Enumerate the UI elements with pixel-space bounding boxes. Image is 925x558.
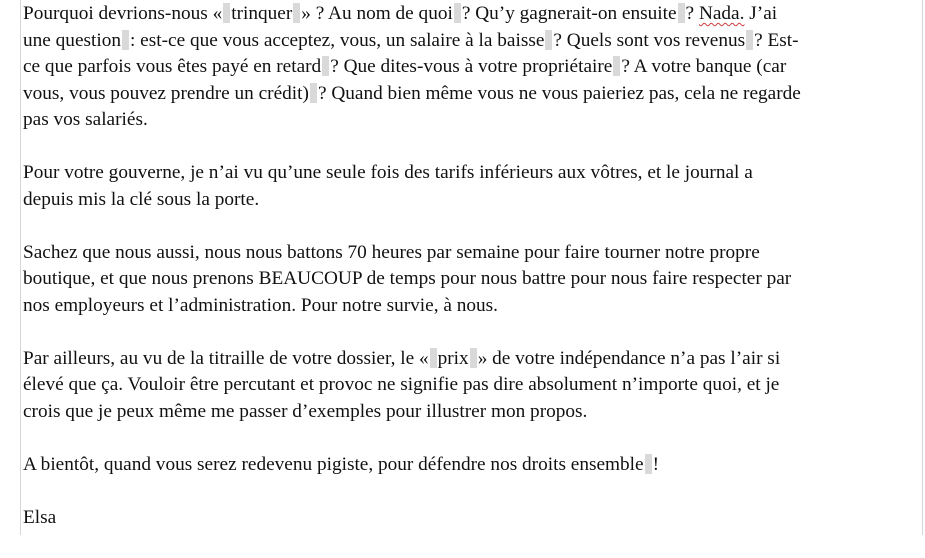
text-line <box>23 28 920 55</box>
nbsp-marker <box>293 3 300 23</box>
spellcheck-flagged-word[interactable]: Nada. <box>698 3 745 24</box>
text-run: ? Quand bien même vous ne vous paieriez pas, cela ne regarde <box>317 82 801 104</box>
nbsp-marker <box>470 348 477 368</box>
signature-name: Elsa <box>23 506 57 528</box>
text-line <box>23 452 920 479</box>
right-margin-guide <box>922 0 923 535</box>
text-run: ? Que dites-vous à votre propriétaire <box>330 56 613 77</box>
nbsp-marker <box>310 83 317 103</box>
text-line <box>23 81 920 108</box>
nbsp-marker <box>746 30 753 50</box>
text-line <box>23 1 920 28</box>
text-run: ? A votre banque (car <box>621 56 787 77</box>
paragraph-4 <box>23 346 920 426</box>
text-run: » ? Au nom de quoi <box>301 3 453 24</box>
text-line: Sachez que nous aussi, nous nous battons 70 heures par semaine pour faire tourner notre propre <box>23 241 760 263</box>
paragraph-6-signature <box>23 505 920 532</box>
nbsp-marker <box>545 30 552 50</box>
text-run: J’ai <box>744 3 778 24</box>
text-line: Pour votre gouverne, je n’ai vu qu’une seule fois des tarifs inférieurs aux vôtres, et le journal a <box>23 162 753 183</box>
nbsp-marker <box>430 348 437 368</box>
text-line: élevé que ça. Vouloir être percutant et provoc ne signifie pas dire absolument n’importe quoi, et je <box>23 374 780 395</box>
nbsp-marker <box>454 3 461 23</box>
nbsp-marker <box>645 454 652 474</box>
text-run: ! <box>652 453 660 475</box>
nbsp-marker <box>223 3 230 23</box>
paragraph-5 <box>23 452 920 479</box>
text-run: ? Quels sont vos revenus <box>553 29 746 51</box>
paragraph-1 <box>23 1 920 134</box>
nbsp-marker <box>322 56 329 76</box>
text-line: nos employeurs et l’administration. Pour notre survie, à nous. <box>23 294 498 316</box>
paragraph-2 <box>23 160 920 213</box>
text-run: Par ailleurs, au vu de la titraille de votre dossier, le « <box>23 347 429 369</box>
text-line: boutique, et que nous prenons BEAUCOUP de temps pour nous battre pour nous faire respecter par <box>23 268 792 289</box>
text-line: crois que je peux même me passer d’exemples pour illustrer mon propos. <box>23 400 588 422</box>
text-line: depuis mis la clé sous la porte. <box>23 188 260 210</box>
text-line: pas vos salariés. <box>23 109 148 130</box>
text-run: une question <box>23 29 121 51</box>
nbsp-marker <box>122 30 129 50</box>
text-run: » de votre indépendance n’a pas l’air si <box>477 347 781 369</box>
text-run: vous, vous pouvez prendre un crédit) <box>23 82 309 104</box>
text-line <box>23 54 920 81</box>
nbsp-marker <box>613 56 620 76</box>
text-run: ? <box>685 3 695 24</box>
left-margin-guide <box>20 0 21 535</box>
text-run: ? Est- <box>754 29 799 51</box>
paragraph-3 <box>23 240 920 320</box>
text-run: ce que parfois vous êtes payé en retard <box>23 56 322 77</box>
text-run: Pourquoi devrions-nous « <box>23 3 223 24</box>
text-run: trinquer <box>231 3 293 24</box>
text-run: ? Qu’y gagnerait-on ensuite <box>461 3 677 24</box>
text-run: : est-ce que vous acceptez, vous, un salaire à la baisse <box>130 29 545 51</box>
document-body[interactable] <box>23 1 920 558</box>
text-line <box>23 346 920 373</box>
text-run: prix <box>437 347 469 369</box>
text-run: A bientôt, quand vous serez redevenu pigiste, pour défendre nos droits ensemble <box>23 453 644 475</box>
nbsp-marker <box>678 3 685 23</box>
